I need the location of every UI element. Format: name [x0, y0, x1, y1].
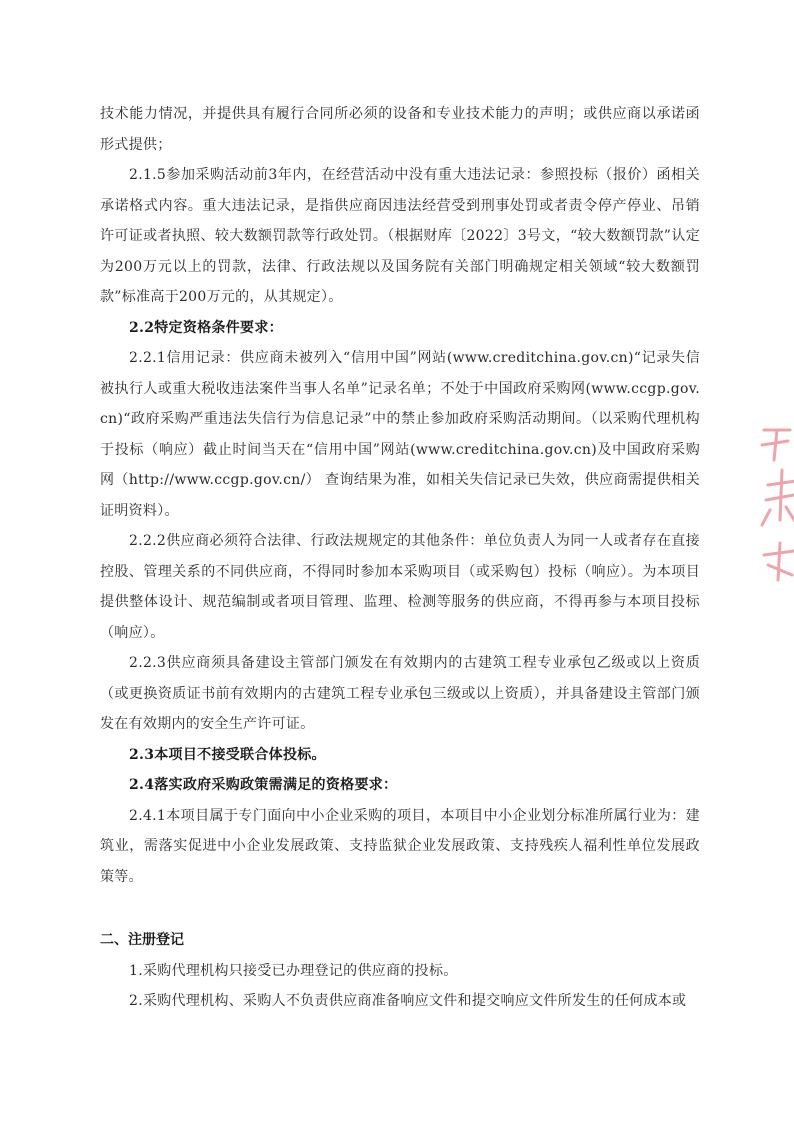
heading-2-3: 2.3本项目不接受联合体投标。: [129, 746, 326, 763]
paragraph-tech-capability: 技术能力情况，并提供具有履行合同所必须的设备和专业技术能力的声明；或供应商以承诺函形式提供；: [100, 106, 700, 153]
heading-2-2: 2.2特定资格条件要求：: [129, 319, 283, 336]
paragraph-2-2-2: 2.2.2供应商必须符合法律、行政法规规定的其他条件：单位负责人为同一人或者存在直接控股、管理关系的不同供应商，不得同时参加本采购项目（或采购包）投标（响应）。为本项目提供整体设计、规范编制或者项目管理、监理、检测等服务的供应商，不得再参与本项目投标（响应）。: [100, 533, 700, 641]
section-gap: [100, 892, 700, 925]
paragraph-section2-2: 2.采购代理机构、采购人不负责供应商准备响应文件和提交响应文件所发生的任何成本或: [129, 993, 687, 1009]
heading-2-4: 2.4落实政府采购政策需满足的资格要求：: [129, 777, 398, 793]
paragraph-2-4-1: 2.4.1本项目属于专门面向中小企业采购的项目，本项目中小企业划分标准所属行业为：建筑业，需落实促进中小企业发展政策、支持监狱企业发展政策、支持残疾人福利性单位发展政策等。: [100, 807, 700, 885]
red-seal-stamp-fragment: [750, 415, 794, 590]
paragraph-2-1-5: 2.1.5参加采购活动前3年内，在经营活动中没有重大违法记录：参照投标（报价）函相关承诺格式内容。重大违法记录，是指供应商因违法经营受到刑事处罚或者责令停产停业、吊销许可证或者执照、较大数额罚款等行政处罚。（根据财库〔2022〕3号文，“较大数额罚款”认定为200万元以上的罚款，法律、行政法规以及国务院有关部门明确规定相关领域“较大数额罚款”标准高于200万元的，从其规定）。: [100, 167, 700, 305]
document-body: [100, 99, 700, 1017]
paragraph-2-2-3: 2.2.3供应商须具备建设主管部门颁发在有效期内的古建筑工程专业承包乙级或以上资质（或更换资质证书前有效期内的古建筑工程专业承包三级或以上资质），并具备建设主管部门颁发在有效期内的安全生产许可证。: [100, 655, 700, 732]
paragraph-section2-1: 1.采购代理机构只接受已办理登记的供应商的投标。: [129, 962, 458, 979]
paragraph-2-2-1: 2.2.1信用记录：供应商未被列入“信用中国”网站(www.creditchina.gov.cn)“记录失信被执行人或重大税收违法案件当事人名单”记录名单；不处于中国政府采购网(www.ccgp.gov.cn)“政府采购严重违法失信行为信息记录”中的禁止参加政府采购活动期间。（以采购代理机构于投标（响应）截止时间当天在“信用中国”网站(www.creditchina.gov.cn)及中国政府采购网（http://www.ccgp.gov.cn/） 查询结果为准，如相关失信记录已失效，供应商需提供相关证明资料）。: [100, 350, 700, 519]
section-2-title: 二、注册登记: [100, 932, 184, 948]
